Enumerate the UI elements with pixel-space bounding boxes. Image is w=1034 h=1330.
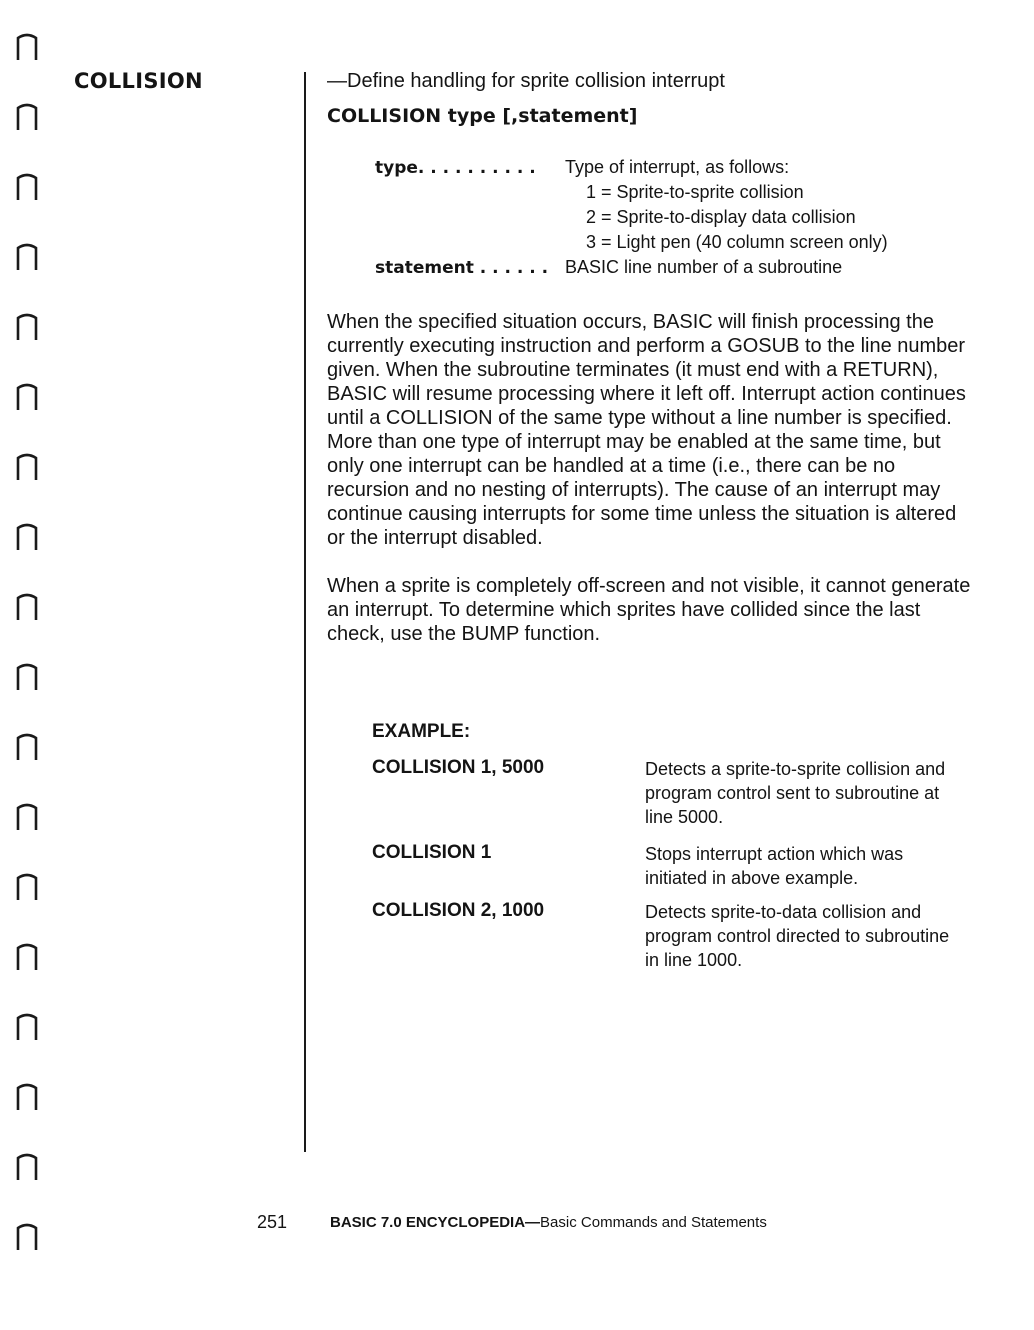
binding-ring-icon (14, 100, 40, 136)
parameter-description: Type of interrupt, as follows: (565, 157, 790, 177)
binding-ring-icon (14, 310, 40, 346)
example-description: Stops interrupt action which was initiated in above example. (645, 844, 904, 888)
example-command: COLLISION 2, 1000 (372, 900, 545, 921)
binding-ring-icon (14, 1010, 40, 1046)
parameter-description: BASIC line number of a subroutine (565, 257, 843, 277)
binding-ring-icon (14, 800, 40, 836)
parameter-row-type (375, 157, 995, 182)
binding-ring-icon (14, 1080, 40, 1116)
binding-ring-icon (14, 1150, 40, 1186)
side-title: COLLISION (74, 69, 203, 93)
parameter-option: 3 = Light pen (40 column screen only) (586, 232, 888, 252)
binding-ring-icon (14, 1220, 40, 1256)
binding-ring-icon (14, 450, 40, 486)
binding-ring-icon (14, 730, 40, 766)
binding-ring-icon (14, 30, 40, 66)
binding-ring-icon (14, 590, 40, 626)
page-footer (330, 1214, 767, 1231)
vertical-rule (304, 72, 306, 1152)
body-paragraph: When the specified situation occurs, BASIC will finish processing the currently executing instruction and perform a GOSUB to the line number given. When the subroutine terminates (it must end with a RETURN), BASIC will resume processing where it left off. Interrupt action continues until a COLLISION of the same type without a line number is specified. More than one type of interrupt may be enabled at the same time, but only one interrupt can be handled at a time (i.e., there can be no recursion and no nesting of interrupts). The cause of an interrupt may continue causing interrupts for some time unless the situation is altered or the interrupt disabled. (327, 311, 966, 549)
example-heading: EXAMPLE: (372, 721, 471, 742)
parameter-name: statement . . . . . . (375, 258, 549, 278)
parameter-list (375, 157, 995, 282)
example-description: Detects sprite-to-data collision and program control directed to subroutine in line 1000. (645, 902, 950, 970)
parameter-name: type. . . . . . . . . . (375, 158, 536, 178)
footer-subtitle: Basic Commands and Statements (540, 1214, 767, 1231)
binding-ring-icon (14, 240, 40, 276)
binding-ring-icon (14, 870, 40, 906)
parameter-option: 2 = Sprite-to-display data collision (586, 207, 856, 227)
parameter-row-statement (375, 257, 995, 282)
binding-ring-icon (14, 170, 40, 206)
binding-ring-icon (14, 520, 40, 556)
example-command: COLLISION 1 (372, 842, 492, 863)
command-syntax: COLLISION type [,statement] (327, 105, 638, 127)
example-command: COLLISION 1, 5000 (372, 757, 545, 778)
footer-title: BASIC 7.0 ENCYCLOPEDIA— (330, 1214, 541, 1231)
example-description: Detects a sprite-to-sprite collision and program control sent to subroutine at line 5000. (645, 759, 946, 827)
parameter-option: 1 = Sprite-to-sprite collision (586, 182, 804, 202)
binding-ring-icon (14, 380, 40, 416)
binding-ring-icon (14, 660, 40, 696)
command-subtitle: —Define handling for sprite collision interrupt (327, 70, 725, 92)
body-paragraph: When a sprite is completely off-screen and not visible, it cannot generate an interrupt. To determine which sprites have collided since the last check, use the BUMP function. (327, 575, 971, 645)
spiral-binding (14, 30, 44, 1310)
page-number: 251 (257, 1212, 288, 1232)
binding-ring-icon (14, 940, 40, 976)
